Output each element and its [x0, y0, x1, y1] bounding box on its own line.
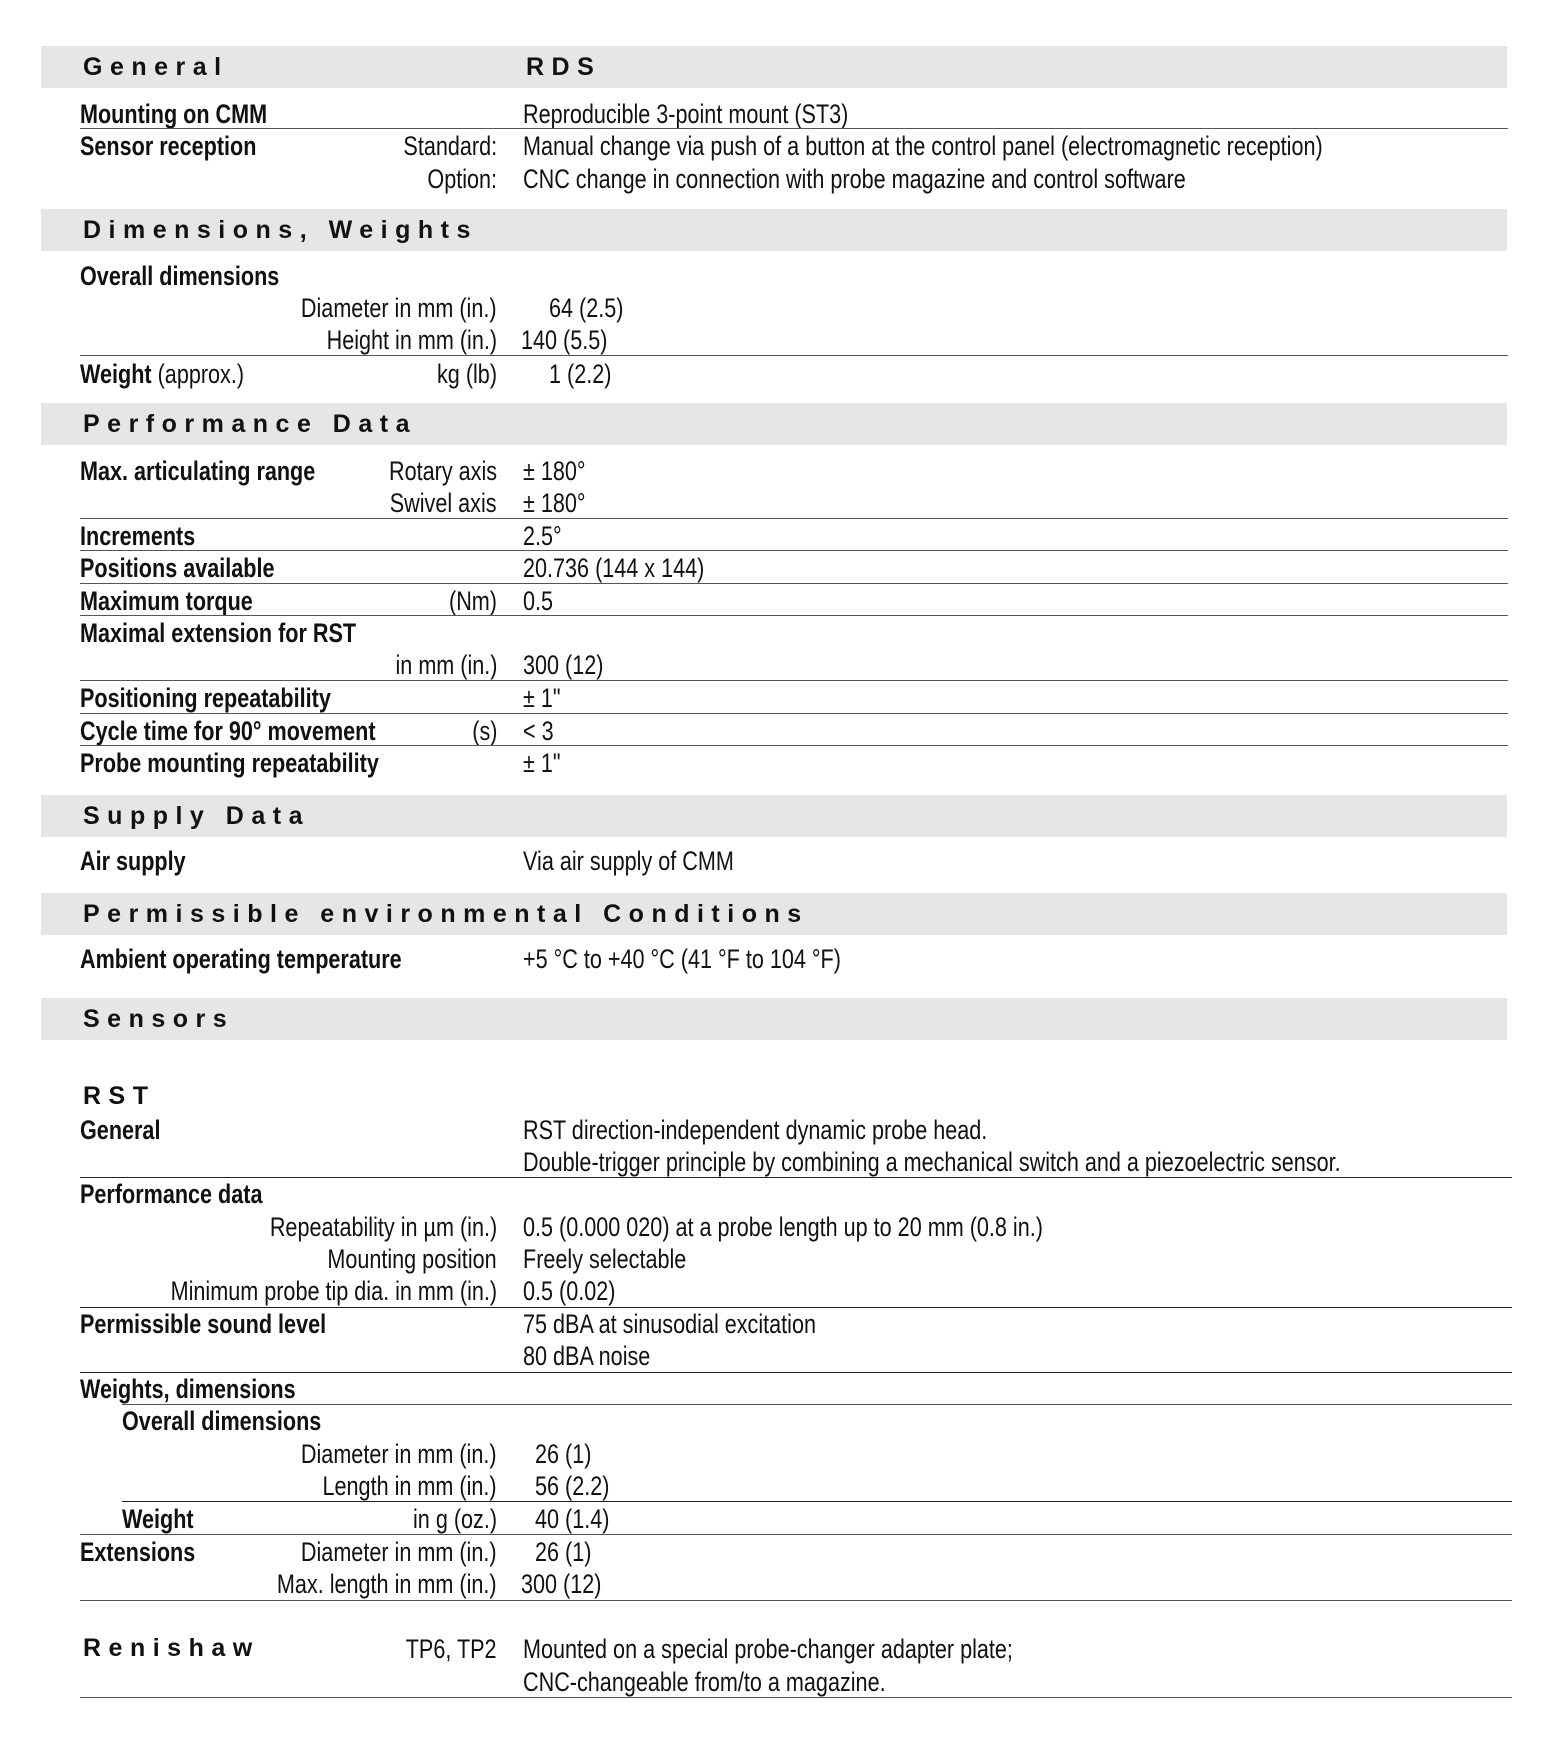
section-band-sensors — [41, 998, 1507, 1040]
row-sub-weight: kg (lb) — [436, 359, 497, 389]
row-sub-rst-weight: in g (oz.) — [412, 1504, 497, 1534]
section-title-dimensions: Dimensions, Weights — [83, 216, 478, 244]
row-label-torque: Maximum torque — [80, 586, 253, 616]
weight-label: Weight — [80, 359, 152, 389]
divider — [80, 128, 1508, 129]
row-value-mounting-position: Freely selectable — [523, 1244, 687, 1274]
row-value-sound-1: 75 dBA at sinusodial excitation — [523, 1309, 816, 1339]
row-value-rst-length: 56 (2.2) — [535, 1471, 610, 1501]
row-sub-cycle: (s) — [471, 716, 497, 746]
row-value-increments: 2.5° — [523, 521, 562, 551]
row-value-renishaw-1: Mounted on a special probe-changer adapter plate; — [523, 1634, 1013, 1664]
row-value-cycle: < 3 — [523, 716, 554, 746]
row-value-diameter: 64 (2.5) — [549, 293, 624, 323]
row-value-renishaw-2: CNC-changeable from/to a magazine. — [523, 1667, 886, 1697]
row-value-ext-diameter: 26 (1) — [535, 1537, 592, 1567]
divider — [80, 745, 1508, 746]
row-value-temperature: +5 °C to +40 °C (41 °F to 104 °F) — [523, 944, 841, 974]
divider — [80, 1697, 1512, 1698]
row-value-rst-general-2: Double-trigger principle by combining a mechanical switch and a piezoelectric sensor. — [523, 1147, 1341, 1177]
row-value-swivel: ± 180° — [523, 488, 586, 518]
divider — [122, 1404, 1512, 1405]
section-title-sensors: Sensors — [83, 1005, 235, 1033]
row-label-sound-level: Permissible sound level — [80, 1309, 327, 1339]
row-value-rotary: ± 180° — [523, 456, 586, 486]
row-sub-rotary: Rotary axis — [388, 456, 497, 486]
divider — [80, 583, 1508, 584]
row-value-rst-general-1: RST direction-independent dynamic probe head. — [523, 1115, 988, 1145]
section-title-performance: Performance Data — [83, 410, 417, 438]
row-sub-swivel: Swivel axis — [390, 488, 497, 518]
row-value-standard: Manual change via push of a button at the control panel (electromagnetic reception) — [523, 131, 1323, 161]
divider — [80, 1534, 1512, 1535]
divider — [80, 713, 1508, 714]
weight-note: (approx.) — [157, 359, 245, 389]
row-label-sensor-reception: Sensor reception — [80, 131, 257, 161]
divider — [80, 550, 1508, 551]
row-value-torque: 0.5 — [523, 586, 554, 616]
row-label-extensions: Extensions — [80, 1537, 196, 1567]
row-value-mounting: Reproducible 3-point mount (ST3) — [523, 99, 849, 129]
row-label-rst-general: General — [80, 1115, 161, 1145]
divider — [80, 1600, 1512, 1601]
row-label-cycle: Cycle time for 90° movement — [80, 716, 376, 746]
row-sub-torque: (Nm) — [449, 586, 497, 616]
row-sub-ext-diameter: Diameter in mm (in.) — [301, 1537, 497, 1567]
row-label-weight — [80, 358, 244, 390]
product-title: RDS — [526, 53, 602, 81]
row-label-positioning: Positioning repeatability — [80, 683, 331, 713]
row-value-tip-diameter: 0.5 (0.02) — [523, 1276, 616, 1306]
divider — [80, 1177, 1512, 1178]
row-value-rst-diameter: 26 (1) — [535, 1439, 592, 1469]
divider — [80, 355, 1508, 356]
row-sub-ext-length: Max. length in mm (in.) — [277, 1569, 497, 1599]
row-sub-mounting-position: Mounting position — [327, 1244, 497, 1274]
divider — [80, 680, 1508, 681]
row-label-mounting: Mounting on CMM — [80, 99, 268, 129]
row-label-rst-performance: Performance data — [80, 1179, 263, 1209]
section-title-general: General — [83, 53, 229, 81]
row-value-height: 140 (5.5) — [521, 325, 608, 355]
row-label-weights-dimensions: Weights, dimensions — [80, 1374, 296, 1404]
row-sub-renishaw: TP6, TP2 — [406, 1634, 497, 1664]
row-value-option: CNC change in connection with probe magazine and control software — [523, 164, 1186, 194]
row-value-positions: 20.736 (144 x 144) — [523, 553, 705, 583]
row-label-overall-dimensions: Overall dimensions — [80, 261, 280, 291]
row-label-rst-overall: Overall dimensions — [122, 1406, 322, 1436]
row-label-temperature: Ambient operating temperature — [80, 944, 402, 974]
row-sub-height: Height in mm (in.) — [326, 325, 497, 355]
row-value-probe-mounting: ± 1" — [523, 748, 561, 778]
row-label-articulating-range: Max. articulating range — [80, 456, 316, 486]
row-value-extension: 300 (12) — [523, 650, 604, 680]
row-value-ext-length: 300 (12) — [521, 1569, 602, 1599]
row-value-weight: 1 (2.2) — [549, 359, 612, 389]
row-label-increments: Increments — [80, 521, 196, 551]
divider — [122, 1501, 1512, 1502]
row-value-rst-weight: 40 (1.4) — [535, 1504, 610, 1534]
row-sub-tip-diameter: Minimum probe tip dia. in mm (in.) — [170, 1276, 497, 1306]
row-value-sound-2: 80 dBA noise — [523, 1341, 651, 1371]
row-sub-repeatability: Repeatability in µm (in.) — [269, 1212, 497, 1242]
divider — [80, 615, 1508, 616]
subsection-title-rst: RST — [83, 1082, 156, 1110]
row-sub-rst-diameter: Diameter in mm (in.) — [301, 1439, 497, 1469]
row-sub-extension: in mm (in.) — [395, 650, 497, 680]
section-band-general — [41, 46, 1507, 88]
row-sub-rst-length: Length in mm (in.) — [322, 1471, 497, 1501]
row-label-extension: Maximal extension for RST — [80, 618, 357, 648]
row-sub-option: Option: — [427, 164, 497, 194]
row-value-air-supply: Via air supply of CMM — [523, 846, 734, 876]
row-sub-diameter: Diameter in mm (in.) — [301, 293, 497, 323]
subsection-title-renishaw: Renishaw — [83, 1634, 260, 1662]
row-value-repeatability: 0.5 (0.000 020) at a probe length up to 20 mm (0.8 in.) — [523, 1212, 1043, 1242]
row-value-positioning: ± 1" — [523, 683, 561, 713]
row-sub-standard: Standard: — [403, 131, 497, 161]
section-title-environment: Permissible environmental Conditions — [83, 900, 809, 928]
row-label-probe-mounting: Probe mounting repeatability — [80, 748, 379, 778]
row-label-positions: Positions available — [80, 553, 275, 583]
row-label-rst-weight: Weight — [122, 1504, 194, 1534]
divider — [80, 518, 1508, 519]
row-label-air-supply: Air supply — [80, 846, 186, 876]
section-title-supply: Supply Data — [83, 802, 310, 830]
